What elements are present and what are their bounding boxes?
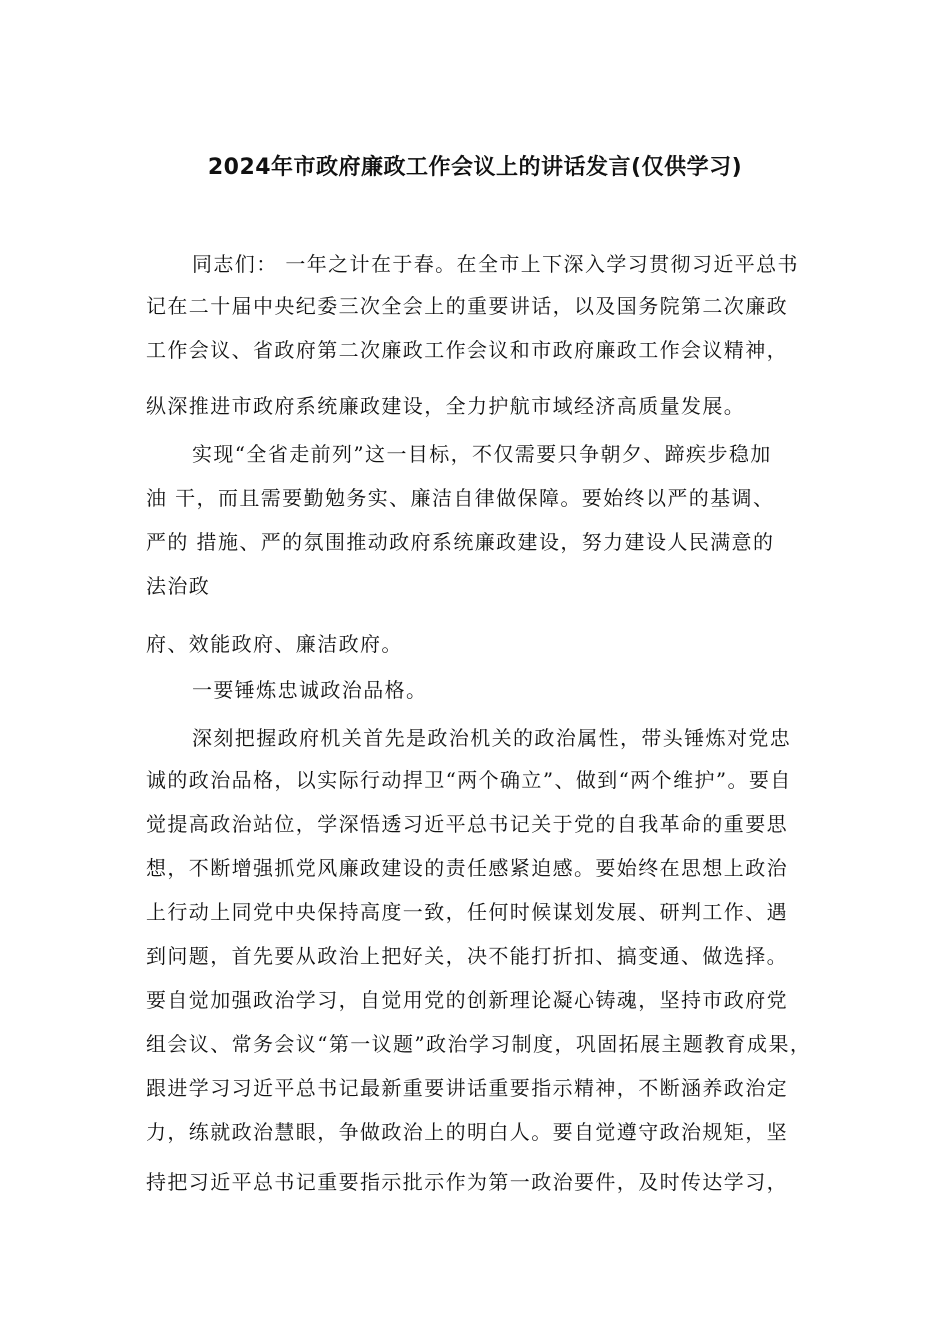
text-line: 持把习近平总书记重要指示批示作为第一政治要件，及时传达学习， — [146, 1170, 788, 1194]
document-title: 2024年市政府廉政工作会议上的讲话发言(仅供学习) — [207, 155, 743, 180]
text-line: 工作会议、省政府第二次廉政工作会议和市政府廉政工作会议精神， — [146, 338, 788, 362]
text-line: 深刻把握政府机关首先是政治机关的政治属性，带头锤炼对党忠 — [192, 726, 792, 750]
text-line: 诚的政治品格，以实际行动捍卫“两个确立”、做到“两个维护”。要自 — [146, 768, 792, 792]
text-line: 要自觉加强政治学习，自觉用党的创新理论凝心铸魂，坚持市政府党 — [146, 988, 788, 1012]
text-line: 到问题，首先要从政治上把好关，决不能打折扣、搞变通、做选择。 — [146, 944, 788, 968]
text-line: 法治政 — [146, 574, 211, 598]
text-line: 油 干，而且需要勤勉务实、廉洁自律做保障。要始终以严的基调、 — [146, 486, 775, 510]
text-line: 觉提高政治站位，学深悟透习近平总书记关于党的自我革命的重要思 — [146, 812, 788, 836]
text-line: 力，练就政治慧眼，争做政治上的明白人。要自觉遵守政治规矩，坚 — [146, 1120, 788, 1144]
section-heading: 一要锤炼忠诚政治品格。 — [192, 678, 428, 702]
text-line: 组会议、常务会议“第一议题”政治学习制度，巩固拓展主题教育成果， — [146, 1032, 812, 1056]
text-line: 跟进学习习近平总书记最新重要讲话重要指示精神，不断涵养政治定 — [146, 1076, 788, 1100]
text-line: 纵深推进市政府系统廉政建设，全力护航市域经济高质量发展。 — [146, 394, 746, 418]
text-line: 同志们： 一年之计在于春。在全市上下深入学习贯彻习近平总书 — [192, 252, 799, 276]
text-line: 实现“全省走前列”这一目标，不仅需要只争朝夕、蹄疾步稳加 — [192, 442, 772, 466]
text-line: 想，不断增强抓党风廉政建设的责任感紧迫感。要始终在思想上政治 — [146, 856, 788, 880]
text-line: 府、效能政府、廉洁政府。 — [146, 632, 403, 656]
text-line: 严的 措施、严的氛围推动政府系统廉政建设，努力建设人民满意的 — [146, 530, 775, 554]
text-line: 上行动上同党中央保持高度一致，任何时候谋划发展、研判工作、遇 — [146, 900, 788, 924]
text-line: 记在二十届中央纪委三次全会上的重要讲话，以及国务院第二次廉政 — [146, 294, 788, 318]
